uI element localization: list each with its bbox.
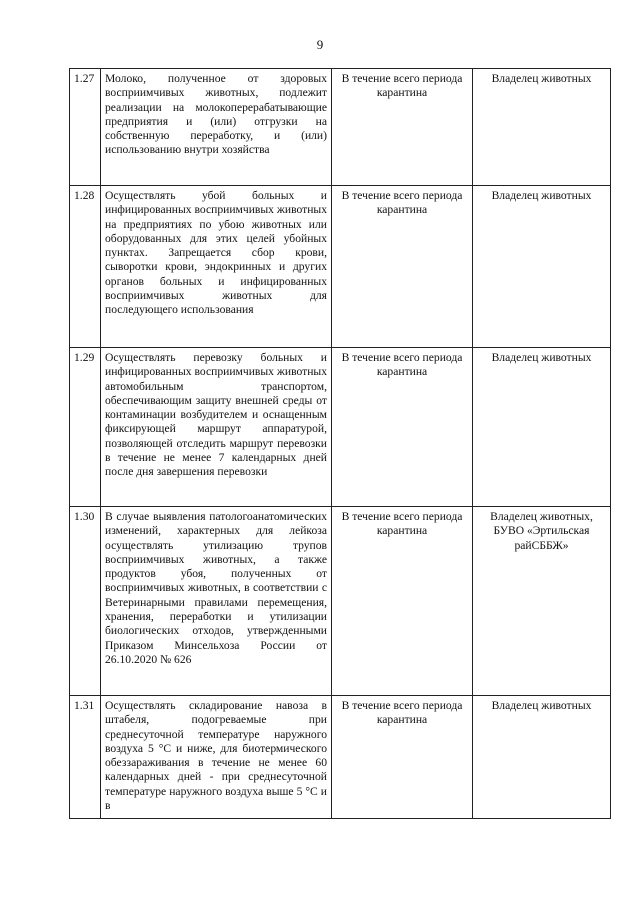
responsible-party: Владелец животных [473, 348, 611, 507]
measure-period: В течение всего периода карантина [332, 69, 473, 186]
item-number: 1.30 [70, 507, 101, 696]
table-row [70, 696, 611, 819]
responsible-party: Владелец животных [473, 69, 611, 186]
table-row [70, 186, 611, 348]
measure-description: Осуществлять перевозку больных и инфицированных восприимчивых животных автомобильным транспортом, обеспечивающим защиту внешней среды от контаминации возбудителем и оснащенным фиксирующей маршрут аппаратурой, позволяющей отследить маршрут перевозки в течение не менее 7 календарных дней после дня завершения перевозки [101, 348, 332, 507]
measure-period: В течение всего периода карантина [332, 696, 473, 819]
item-number: 1.31 [70, 696, 101, 819]
measure-description: Молоко, полученное от здоровых восприимчивых животных, подлежит реализации на молокоперерабатывающие предприятия и (или) отгрузки на собственную переработку, и (или) использованию внутри хозяйства [101, 69, 332, 186]
responsible-party: Владелец животных [473, 696, 611, 819]
item-number: 1.28 [70, 186, 101, 348]
item-number: 1.29 [70, 348, 101, 507]
measure-period: В течение всего периода карантина [332, 348, 473, 507]
table-row [70, 348, 611, 507]
measure-description: В случае выявления патологоанатомических изменений, характерных для лейкоза осуществлять утилизацию трупов восприимчивых животных, а также продуктов убоя, полученных от восприимчивых животных, в соответствии с Ветеринарными правилами перемещения, хранения, переработки и утилизации биологических отходов, утвержденными Приказом Минсельхоза России от 26.10.2020 № 626 [101, 507, 332, 696]
table-row [70, 69, 611, 186]
responsible-party: Владелец животных [473, 186, 611, 348]
item-number: 1.27 [70, 69, 101, 186]
table-row [70, 507, 611, 696]
measure-description: Осуществлять складирование навоза в штабеля, подогреваемые при среднесуточной температуре наружного воздуха 5 °С и ниже, для биотермического обеззараживания в течение не менее 60 календарных дней - при среднесуточной температуре наружного воздуха выше 5 °С и в [101, 696, 332, 819]
page-number: 9 [316, 37, 324, 52]
measure-description: Осуществлять убой больных и инфицированных восприимчивых животных на предприятиях по убою животных или оборудованных для этих целей убойных пунктах. Запрещается сбор крови, сыворотки крови, эндокринных и других органов больных и инфицированных восприимчивых животных для последующего использования [101, 186, 332, 348]
measure-period: В течение всего периода карантина [332, 186, 473, 348]
measures-table [69, 68, 611, 819]
measure-period: В течение всего периода карантина [332, 507, 473, 696]
responsible-party: Владелец животных, БУВО «Эртильская райСББЖ» [473, 507, 611, 696]
